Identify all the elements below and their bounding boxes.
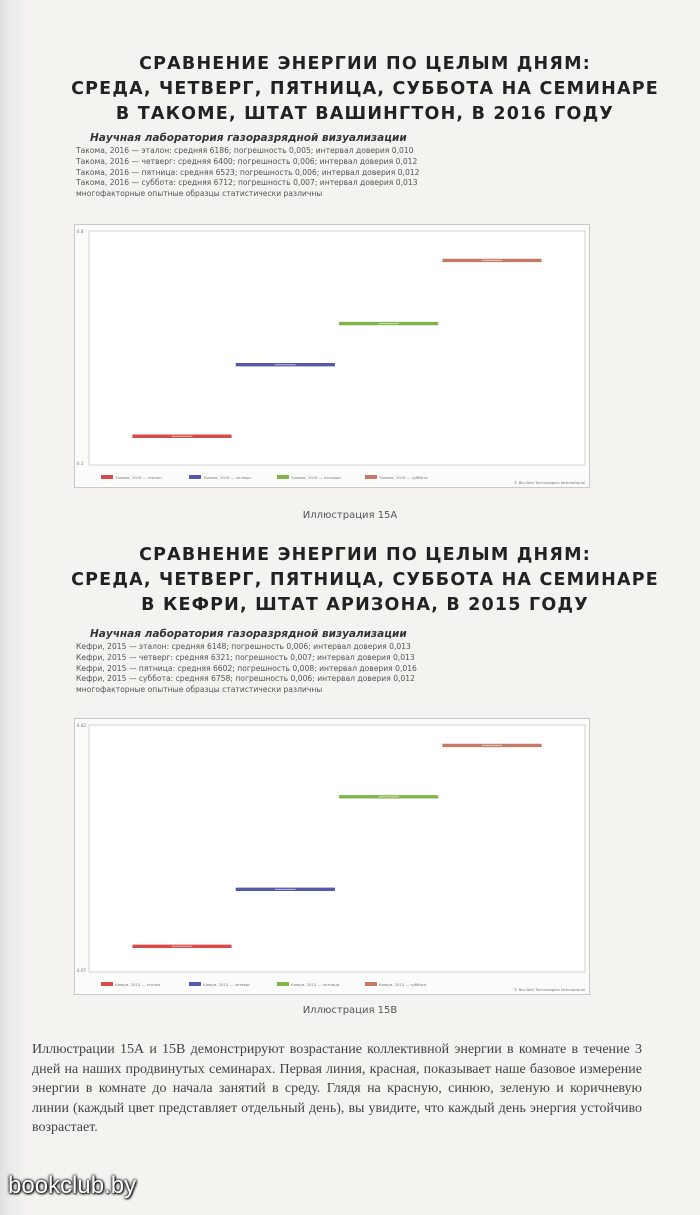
caption-b: Иллюстрация 15В xyxy=(302,1005,398,1016)
chart-a-legend-swatch-1 xyxy=(101,475,113,479)
chart-a-plot-area xyxy=(89,231,585,465)
chart-a-legend-label-4: Такома, 2016 — суббота xyxy=(379,475,428,480)
lab-line-b-1: Кефри, 2015 — эталон: средняя 6148; погрешность 0,006; интервал доверия 0,013 xyxy=(76,642,411,651)
chart-b-legend-label-4: Кефри, 2015 — суббота xyxy=(379,982,427,987)
body-paragraph: Иллюстрации 15А и 15В демонстрируют возрастание коллективной энергии в комнате в течение 3 дней на наших продвинутых семинарах. Первая линия, красная, показывает наше базовое измерение энергии в комнате до начала занятий в среду. Глядя на красную, синюю, зеленую и коричневую линии (каждый цвет представляет отдельный день), вы увидите, что каждый день энергия устойчиво возрастает. xyxy=(32,1042,642,1135)
chart-a-legend-swatch-4 xyxy=(365,475,377,479)
heading-a xyxy=(60,52,670,127)
chart-b-plot-area xyxy=(89,725,585,972)
chart-b-copyright: © Bio-Well Technologies International xyxy=(513,987,585,992)
chart-b-legend-swatch-3 xyxy=(277,982,289,986)
chart-a-legend-label-2: Такома, 2016 — четверг xyxy=(203,475,252,480)
heading-b-line-3: В КЕФРИ, ШТАТ АРИЗОНА, В 2015 ГОДУ xyxy=(141,595,589,615)
chart-b-legend-label-2: Кефри, 2015 — четверг xyxy=(203,982,251,987)
heading-b xyxy=(60,543,670,618)
heading-a-line-2: СРЕДА, ЧЕТВЕРГ, ПЯТНИЦА, СУББОТА НА СЕМИНАРЕ xyxy=(71,79,659,99)
heading-b-line-1: СРАВНЕНИЕ ЭНЕРГИИ ПО ЦЕЛЫМ ДНЯМ: xyxy=(139,545,591,565)
chart-a-legend-label-3: Такома, 2016 — пятница xyxy=(291,475,341,480)
lab-lines-a xyxy=(76,146,419,200)
chart-b-svg xyxy=(75,719,589,994)
chart-a-y-tick-label: 6.1 xyxy=(77,461,84,466)
lab-line-a-1: Такома, 2016 — эталон: средняя 6186; погрешность 0,005; интервал доверия 0,010 xyxy=(76,146,414,155)
lab-line-b-2: Кефри, 2015 — четверг: средняя 6321; погрешность 0,007; интервал доверия 0,013 xyxy=(76,652,415,662)
heading-b-line-2: СРЕДА, ЧЕТВЕРГ, ПЯТНИЦА, СУББОТА НА СЕМИНАРЕ xyxy=(71,570,659,590)
chart-a-legend-swatch-3 xyxy=(277,475,289,479)
chart-a-y-tick-label: 6.8 xyxy=(77,229,84,234)
lab-line-a-3: Такома, 2016 — пятница: средняя 6523; погрешность 0,006; интервал доверия 0,012 xyxy=(76,167,420,177)
chart-b-legend-label-1: Кефри, 2015 — эталон xyxy=(115,982,161,987)
lab-title-b: Научная лаборатория газоразрядной визуализации xyxy=(90,628,407,640)
lab-line-a-4: Такома, 2016 — суббота: средняя 6712; погрешность 0,007; интервал доверия 0,013 xyxy=(76,178,418,188)
lab-line-a-2: Такома, 2016 — четверг: средняя 6400; погрешность 0,006; интервал доверия 0,012 xyxy=(76,156,418,166)
lab-line-a-5: многофакторные опытные образцы статистически различны xyxy=(76,189,323,199)
heading-a-line-1: СРАВНЕНИЕ ЭНЕРГИИ ПО ЦЕЛЫМ ДНЯМ: xyxy=(139,54,591,74)
chart-b-legend-swatch-4 xyxy=(365,982,377,986)
chart-b xyxy=(74,718,590,995)
chart-b-y-tick-label: 6.07 xyxy=(77,968,86,973)
watermark: bookclub.by xyxy=(8,1172,137,1199)
lab-lines-b xyxy=(76,642,417,696)
chart-a-legend-swatch-2 xyxy=(189,475,201,479)
caption-a: Иллюстрация 15А xyxy=(302,510,398,521)
chart-a-copyright: © Bio-Well Technologies International xyxy=(513,480,585,485)
chart-a-legend-label-1: Такома, 2016 — эталон xyxy=(115,475,162,480)
chart-b-legend-swatch-2 xyxy=(189,982,201,986)
lab-title-a: Научная лаборатория газоразрядной визуализации xyxy=(90,132,407,144)
chart-b-legend-label-3: Кефри, 2015 — пятница xyxy=(291,982,340,987)
lab-line-b-3: Кефри, 2015 — пятница: средняя 6602; погрешность 0,008; интервал доверия 0,016 xyxy=(76,663,417,673)
chart-a xyxy=(74,224,590,488)
lab-line-b-5: многофакторные опытные образцы статистически различны xyxy=(76,685,323,695)
heading-a-line-3: В ТАКОМЕ, ШТАТ ВАШИНГТОН, В 2016 ГОДУ xyxy=(115,104,615,124)
chart-b-legend-swatch-1 xyxy=(101,982,113,986)
lab-line-b-4: Кефри, 2015 — суббота: средняя 6758; погрешность 0,006; интервал доверия 0,012 xyxy=(76,674,415,684)
chart-a-svg xyxy=(75,225,589,487)
chart-b-y-tick-label: 6.82 xyxy=(77,723,86,728)
